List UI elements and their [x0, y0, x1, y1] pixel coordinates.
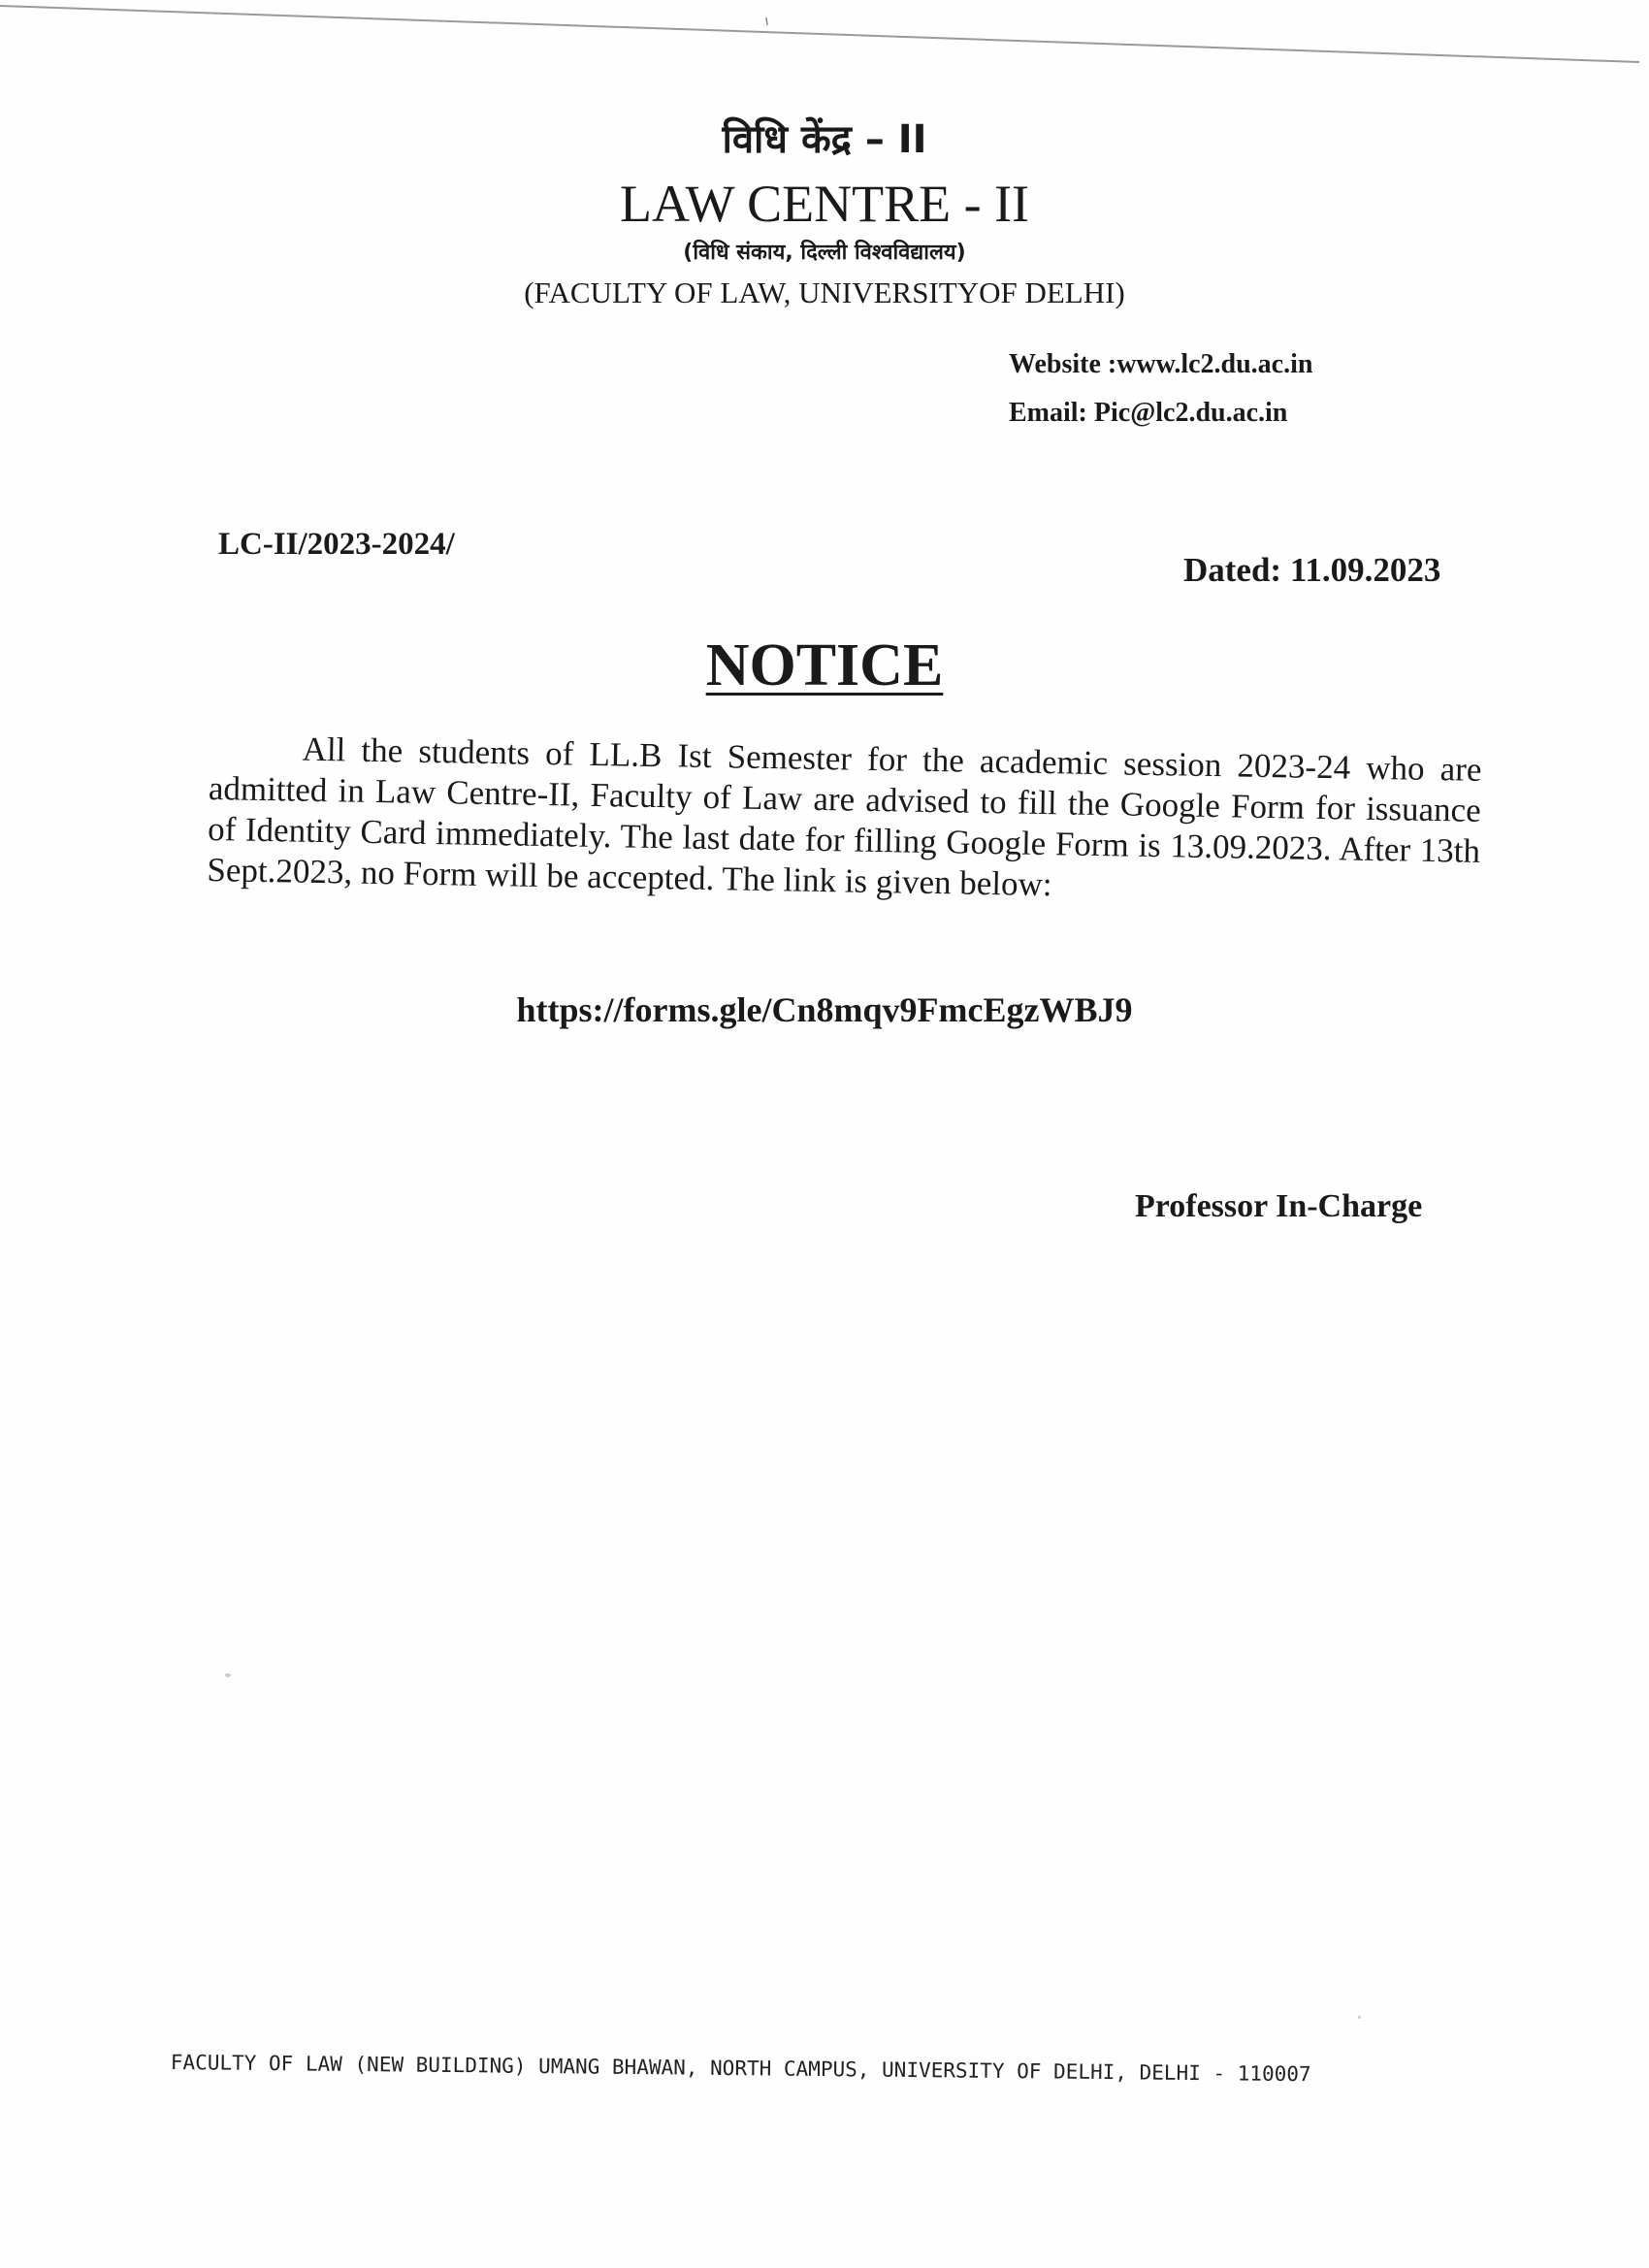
notice-heading: NOTICE — [705, 632, 944, 698]
institution-title-hindi: विधि केंद्र – II — [722, 117, 927, 162]
faculty-subtitle-english: (FACULTY OF LAW, UNIVERSITYOF DELHI) — [524, 275, 1125, 309]
google-form-link[interactable]: https://forms.gle/Cn8mqv9FmcEgzWBJ9 — [516, 990, 1133, 1029]
institution-title-english: LAW CENTRE - II — [619, 175, 1030, 233]
footer-address: FACULTY OF LAW (NEW BUILDING) UMANG BHAWAN, NORTH CAMPUS, UNIVERSITY OF DELHI, DELHI - 110007 — [170, 2051, 1311, 2087]
faculty-subtitle-hindi: (विधि संकाय, दिल्ली विश्वविद्यालय) — [683, 241, 966, 265]
scan-edge-line — [0, 0, 1649, 68]
website-line[interactable]: Website :www.lc2.du.ac.in — [1009, 349, 1313, 379]
notice-body: All the students of LL.B Ist Semester for the academic session 2023-24 who are admitted in Law Centre-II, Faculty of Law are advised to fill the Google Form for issuance of Identity Card immediately. The last date for filling Google Form is 13.09.2023. After 13th Sept.2023, no Form will be accepted. The link is given below: — [207, 729, 1482, 904]
signatory: Professor In-Charge — [1135, 1188, 1423, 1224]
email-line[interactable]: Email: Pic@lc2.du.ac.in — [1009, 398, 1288, 428]
scan-speck — [225, 1673, 231, 1677]
reference-number: LC-II/2023-2024/ — [218, 527, 455, 562]
notice-date: Dated: 11.09.2023 — [1183, 551, 1441, 589]
scan-speck — [1358, 2016, 1361, 2019]
